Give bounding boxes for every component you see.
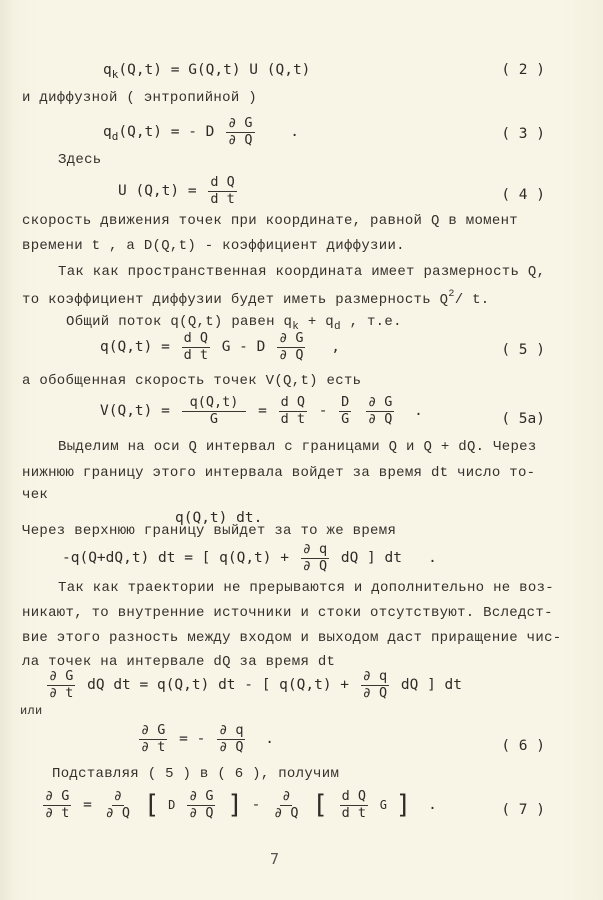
eq7-fraction-3: [187, 790, 215, 820]
eq7-tail: .: [428, 797, 437, 813]
eq6-fraction-2: [217, 724, 245, 754]
eq5a-fraction-1: [182, 396, 247, 426]
equation-2: [103, 62, 310, 81]
flow-sub-d: d: [333, 321, 341, 333]
frac-den: d t: [210, 190, 235, 207]
flow-a: Общий поток q(Q,t) равен q: [66, 314, 293, 330]
balance-fraction-2: [361, 670, 389, 700]
frac-num: ∂: [113, 788, 122, 804]
equation-number-5a: ( 5a): [501, 411, 545, 427]
open-bracket-1: [: [143, 790, 160, 820]
eq7-fraction-2: [104, 790, 132, 820]
equation-upper-flow: [62, 543, 437, 573]
text-speed-line-1: скорость движения точек при координате, равной Q в момент: [22, 213, 518, 229]
frac-den: ∂ Q: [302, 557, 328, 574]
frac-num: ∂ q: [302, 541, 328, 557]
eq5-tail: ,: [331, 339, 340, 355]
frac-num: ∂ G: [228, 115, 253, 131]
flow-sub-k: k: [292, 321, 300, 333]
eq7-fraction-4: [272, 790, 300, 820]
frac-den: ∂ Q: [362, 684, 388, 701]
frac-den: G: [209, 410, 219, 427]
dim-sup: 2: [448, 289, 455, 300]
frac-den: ∂ Q: [219, 738, 244, 755]
eq3-tail: .: [290, 124, 299, 140]
eq2-body: (Q,t) = G(Q,t) U (Q,t): [118, 62, 311, 78]
eq3-sub: d: [111, 130, 119, 143]
frac-num: ∂: [282, 788, 291, 804]
text-trajectory-line-3: вие этого разность между входом и выходом даст приращение чис-: [22, 630, 562, 646]
frac-den: ∂ t: [45, 804, 70, 821]
eq5-fraction-2: [277, 332, 305, 362]
frac-num: ∂ G: [45, 788, 70, 804]
text-diffusion-intro: и диффузной ( энтропийной ): [22, 90, 257, 106]
close-bracket-1: ]: [227, 790, 243, 820]
eq4-lhs: U (Q,t) =: [118, 183, 197, 199]
frac-den: ∂ Q: [105, 804, 130, 821]
frac-num: D: [341, 394, 350, 410]
frac-den: ∂ t: [141, 738, 166, 755]
eq5-mid: G - D: [221, 339, 266, 355]
frac-num: d Q: [210, 174, 235, 190]
eq5a-fraction-3: [339, 396, 351, 426]
frac-den: ∂ t: [49, 684, 74, 701]
eq5a-tail: .: [414, 403, 423, 419]
frac-den: ∂ Q: [279, 346, 304, 363]
frac-den: ∂ Q: [189, 804, 214, 821]
text-or: или: [20, 704, 43, 718]
frac-num: ∂ q: [362, 668, 388, 684]
eq6-eq: = -: [179, 731, 206, 747]
frac-num: q(Q,t): [182, 396, 247, 412]
eq4-fraction: [208, 176, 236, 206]
eq7-fraction-5: [340, 790, 368, 820]
frac-den: ∂ Q: [228, 131, 253, 148]
frac-num: ∂ G: [189, 788, 214, 804]
open-bracket-2: [: [312, 790, 328, 820]
equation-6: [136, 724, 274, 754]
frac-num: ∂ G: [279, 330, 304, 346]
text-here: Здесь: [58, 152, 102, 168]
eq2-sub: k: [111, 68, 119, 81]
close-bracket-2: ]: [395, 790, 412, 820]
eq5a-fraction-4: [366, 396, 394, 426]
frac-num: ∂ G: [141, 722, 166, 738]
text-speed-line-2: времени t , а D(Q,t) - коэффициент диффузии.: [22, 238, 405, 254]
eq5a-minus: -: [318, 403, 328, 419]
eq3-body: (Q,t) = - D: [118, 124, 215, 140]
equation-5a: [100, 396, 423, 426]
text-interval-line-1: Выделим на оси Q интервал с границами Q и Q + dQ. Через: [58, 439, 537, 455]
eq7-minus: -: [251, 797, 261, 813]
text-upper-bound: Через верхнюю границу выйдет за то же время: [22, 523, 397, 539]
dim-tail: / t.: [454, 292, 490, 308]
frac-den: d t: [341, 804, 366, 821]
eq7-D: D: [168, 798, 176, 812]
eq5a-eq: =: [258, 403, 267, 419]
frac-num: ∂ G: [368, 394, 393, 410]
text-trajectory-line-1: Так как траектории не прерываются и дополнительно не воз-: [58, 580, 554, 596]
eq5a-lhs: V(Q,t) =: [100, 403, 170, 419]
balance-fraction-1: [47, 670, 75, 700]
text-trajectory-line-4: ла точек на интервале dQ за время dt: [22, 654, 336, 670]
dim-text: то коэффициент диффузии будет иметь размерность Q: [22, 292, 449, 308]
eq5a-fraction-2: [279, 396, 307, 426]
upper-flow-lhs: -q(Q+dQ,t) dt = [ q(Q,t) +: [62, 550, 289, 566]
flow-b: + q: [299, 314, 334, 330]
equation-number-4: ( 4 ): [501, 187, 545, 203]
upper-flow-fraction: [301, 543, 329, 573]
flow-c: , т.е.: [340, 314, 402, 330]
equation-number-6: ( 6 ): [501, 738, 545, 754]
text-dimension-line-1: Так как пространственная координата имеет размерность Q,: [58, 264, 546, 280]
text-trajectory-line-2: никают, то внутренние источники и стоки отсутствуют. Вследст-: [22, 605, 553, 621]
equation-5: [100, 332, 340, 362]
eq7-eq: =: [83, 797, 92, 813]
eq2-lhs: q: [103, 62, 112, 78]
eq3-fraction: [226, 117, 254, 147]
equation-number-2: ( 2 ): [501, 62, 545, 78]
frac-num: d Q: [280, 394, 305, 410]
frac-den: G: [341, 410, 350, 427]
balance-mid: dQ dt = q(Q,t) dt - [ q(Q,t) +: [87, 677, 350, 693]
frac-num: ∂ q: [219, 722, 244, 738]
frac-den: d t: [280, 410, 305, 427]
text-dimension-line-2: [22, 289, 490, 308]
text-interval-line-3: чек: [22, 487, 49, 503]
eq3-lhs: q: [103, 124, 112, 140]
equation-7: [40, 790, 437, 820]
frac-den: ∂ Q: [368, 410, 393, 427]
equation-number-7: ( 7 ): [501, 802, 545, 818]
frac-num: d Q: [183, 330, 208, 346]
eq7-G: G: [379, 798, 387, 812]
frac-num: d Q: [341, 788, 366, 804]
equation-3: [103, 117, 299, 147]
upper-flow-tail: dQ ] dt .: [340, 550, 437, 566]
equation-number-3: ( 3 ): [501, 126, 545, 142]
frac-den: d t: [183, 346, 208, 363]
eq7-fraction-1: [43, 790, 71, 820]
equation-balance: [44, 670, 462, 700]
eq5-fraction-1: [182, 332, 210, 362]
equation-number-5: ( 5 ): [501, 342, 545, 358]
text-substitute: Подставляя ( 5 ) в ( 6 ), получим: [52, 766, 340, 782]
eq6-tail: .: [265, 731, 274, 747]
frac-num: ∂ G: [49, 668, 74, 684]
balance-tail: dQ ] dt: [400, 677, 462, 693]
eq6-fraction-1: [139, 724, 167, 754]
equation-4: [118, 176, 240, 206]
equation-lower-flow: q(Q,t) dt.: [175, 510, 263, 526]
frac-den: ∂ Q: [274, 804, 299, 821]
eq5-lhs: q(Q,t) =: [100, 339, 170, 355]
page-number: 7: [270, 850, 280, 868]
text-interval-line-2: нижнюю границу этого интервала войдет за время dt число то-: [22, 465, 536, 481]
text-total-flow: [66, 314, 402, 333]
text-generalized-speed: а обобщенная скорость точек V(Q,t) есть: [22, 373, 362, 389]
